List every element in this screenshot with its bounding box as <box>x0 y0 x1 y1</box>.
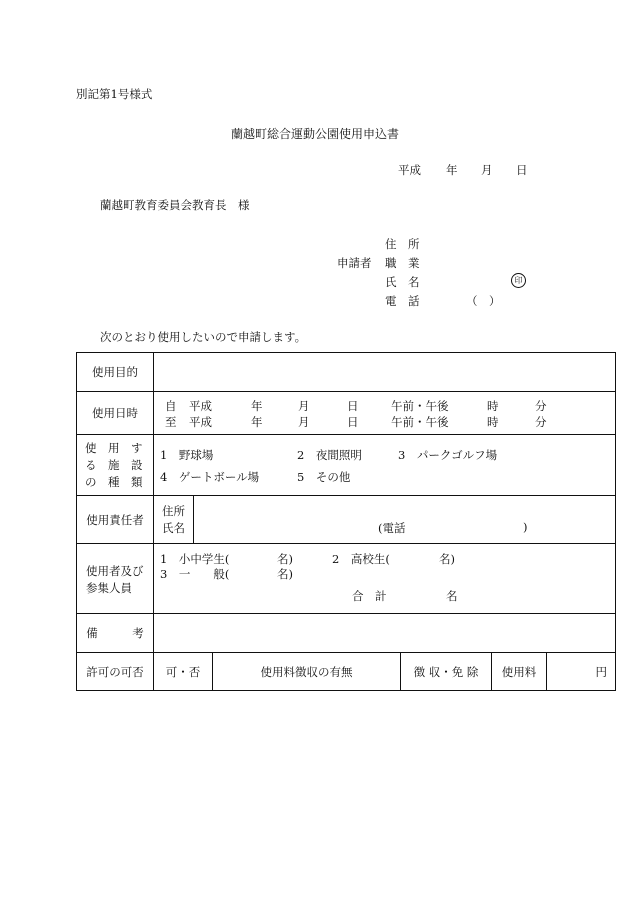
permission-value[interactable]: 可・否 <box>154 653 213 691</box>
addressee: 蘭越町教育委員会教育長 様 <box>100 198 250 212</box>
participants-label-line-2: 参集人員 <box>86 581 132 595</box>
applicant-label: 申請者 <box>337 256 372 270</box>
date-day: 日 <box>516 163 528 177</box>
dates-label: 使用日時 <box>77 392 154 435</box>
dates-field[interactable] <box>154 392 616 435</box>
permission-label: 許可の可否 <box>77 653 154 691</box>
responsible-phone-label: (電話 <box>378 521 406 535</box>
facility-option-2: 2 夜間照明 <box>297 448 362 462</box>
responsible-address-label: 住所 <box>162 504 185 518</box>
participants-option-3: 3 一 般( <box>160 567 230 581</box>
dates-from: 自 <box>165 399 177 413</box>
form-title: 蘭越町総合運動公園使用申込書 <box>231 127 400 141</box>
dates-to-ampm: 午前・午後 <box>391 415 449 429</box>
participants-label-line-1: 使用者及び <box>86 564 144 578</box>
applicant-name-label: 氏 名 <box>385 275 420 289</box>
applicant-phone-parens: （ ） <box>466 294 501 308</box>
participants-option-1: 1 小中学生( <box>160 552 230 566</box>
purpose-field[interactable] <box>154 353 616 392</box>
row-participants <box>77 544 616 614</box>
facility-label <box>77 435 154 496</box>
participants-option-1-unit: 名) <box>277 552 293 566</box>
facility-label-line-2: る 施 設 <box>85 458 143 472</box>
dates-to-month: 月 <box>298 415 310 429</box>
participants-option-3-unit: 名) <box>277 567 293 581</box>
row-purpose <box>77 353 616 392</box>
purpose-label: 使用目的 <box>77 353 154 392</box>
row-responsible <box>77 496 616 544</box>
responsible-name-label: 氏名 <box>162 521 185 535</box>
fee-collection-label: 使用料徴収の有無 <box>213 653 401 691</box>
remarks-label: 備 考 <box>77 614 154 653</box>
facility-option-4: 4 ゲートボール場 <box>160 470 260 484</box>
fee-amount-yen[interactable]: 円 <box>547 653 616 691</box>
date-month: 月 <box>481 163 493 177</box>
dates-from-month: 月 <box>298 399 310 413</box>
facility-option-1: 1 野球場 <box>160 448 214 462</box>
dates-to-minute: 分 <box>535 415 547 429</box>
row-dates <box>77 392 616 435</box>
seal-icon: 印 <box>511 273 526 288</box>
facility-option-5: 5 その他 <box>297 470 351 484</box>
facility-label-line-1: 使 用 す <box>85 441 143 455</box>
remarks-field[interactable] <box>154 614 616 653</box>
fee-collection-value[interactable]: 徴 収・免 除 <box>401 653 492 691</box>
dates-from-minute: 分 <box>535 399 547 413</box>
responsible-field[interactable] <box>194 496 616 544</box>
dates-from-era: 平成 <box>189 399 212 413</box>
dates-to-hour: 時 <box>487 415 499 429</box>
dates-to-era: 平成 <box>189 415 212 429</box>
participants-option-2-unit: 名) <box>439 552 455 566</box>
facility-label-line-3: の 種 類 <box>85 475 143 489</box>
participants-total-unit: 名 <box>446 589 458 603</box>
responsible-label: 使用責任者 <box>77 496 154 544</box>
form-number: 別記第1号様式 <box>76 87 153 101</box>
participants-total-label: 合 計 <box>352 589 387 603</box>
responsible-sublabels <box>154 496 194 544</box>
row-remarks <box>77 614 616 653</box>
intro-text: 次のとおり使用したいので申請します。 <box>100 330 307 344</box>
facility-field[interactable] <box>154 435 616 496</box>
participants-label <box>77 544 154 614</box>
dates-to: 至 <box>165 415 177 429</box>
row-permission <box>77 653 616 691</box>
dates-from-day: 日 <box>347 399 359 413</box>
applicant-address-label: 住 所 <box>385 237 420 251</box>
dates-to-year: 年 <box>251 415 263 429</box>
dates-from-ampm: 午前・午後 <box>391 399 449 413</box>
applicant-phone-label: 電 話 <box>385 294 420 308</box>
facility-option-3: 3 パークゴルフ場 <box>398 448 498 462</box>
fee-amount-label: 使用料 <box>492 653 547 691</box>
row-facility <box>77 435 616 496</box>
dates-from-hour: 時 <box>487 399 499 413</box>
date-era: 平成 <box>398 163 421 177</box>
dates-to-day: 日 <box>347 415 359 429</box>
responsible-phone-close: ) <box>523 520 528 534</box>
participants-option-2: 2 高校生( <box>332 552 390 566</box>
applicant-occupation-label: 職 業 <box>385 256 420 270</box>
application-form-table <box>76 352 616 691</box>
date-year: 年 <box>446 163 458 177</box>
participants-field[interactable] <box>154 544 616 614</box>
dates-from-year: 年 <box>251 399 263 413</box>
